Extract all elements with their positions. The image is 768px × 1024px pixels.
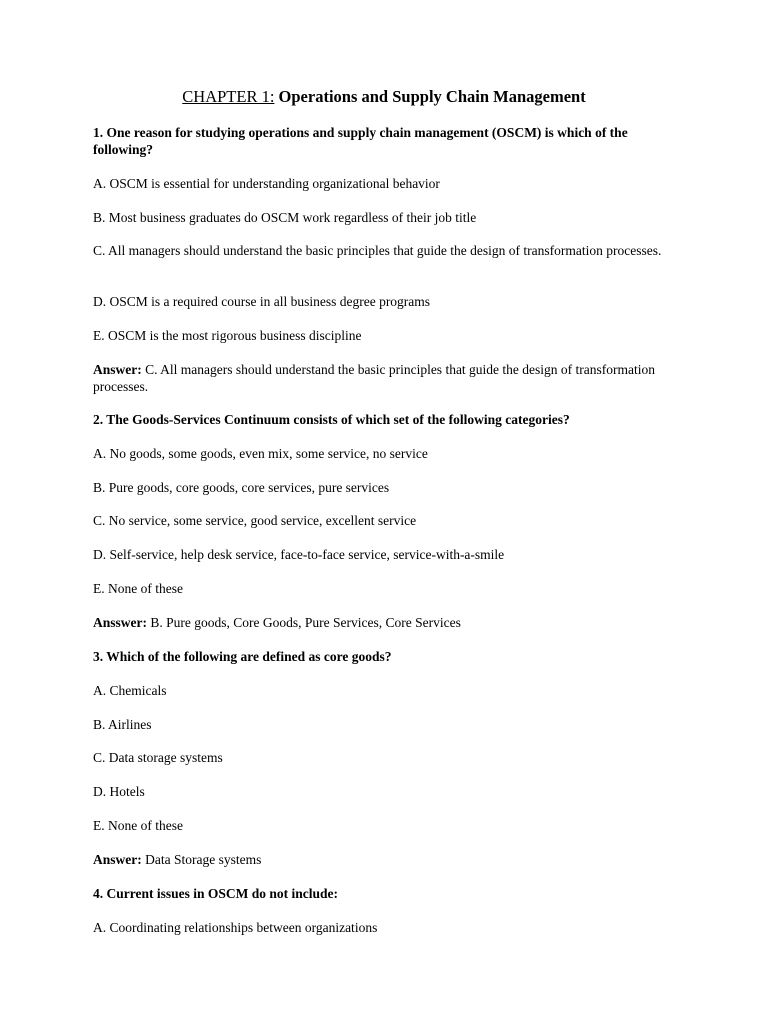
q1-option-c: C. All managers should understand the basic principles that guide the design of transformation processes.: [93, 243, 662, 258]
q2-option-c: C. No service, some service, good service, excellent service: [93, 513, 417, 528]
chapter-label: CHAPTER 1:: [182, 87, 275, 106]
question-3: 3. Which of the following are defined as core goods?: [93, 649, 392, 664]
q3-option-a: A. Chemicals: [93, 683, 167, 698]
q3-option-e: E. None of these: [93, 818, 183, 833]
q2-option-a: A. No goods, some goods, even mix, some service, no service: [93, 446, 428, 461]
q3-option-d: D. Hotels: [93, 784, 145, 799]
answer-label: Answer:: [93, 362, 142, 377]
q3-option-b: B. Airlines: [93, 717, 152, 732]
q1-answer: [93, 361, 683, 395]
question-2: 2. The Goods-Services Continuum consists of which set of the following categories?: [93, 412, 570, 427]
q3-answer: [93, 851, 683, 868]
q1-option-a: A. OSCM is essential for understanding organizational behavior: [93, 176, 440, 191]
q2-option-b: B. Pure goods, core goods, core services, pure services: [93, 480, 390, 495]
q2-answer: [93, 614, 683, 631]
q2-option-d: D. Self-service, help desk service, face-to-face service, service-with-a-smile: [93, 547, 505, 562]
question-4: 4. Current issues in OSCM do not include:: [93, 886, 339, 901]
answer-text: Data Storage systems: [145, 852, 262, 867]
answer-text: C. All managers should understand the basic principles that guide the design of transformation processes.: [93, 362, 656, 394]
chapter-subject: Operations and Supply Chain Management: [278, 87, 586, 106]
q4-option-a: A. Coordinating relationships between organizations: [93, 920, 378, 935]
answer-label: Ansswer:: [93, 615, 147, 630]
q1-option-e: E. OSCM is the most rigorous business discipline: [93, 328, 362, 343]
question-1: 1. One reason for studying operations and supply chain management (OSCM) is which of the following?: [93, 125, 628, 157]
page-title: [0, 87, 768, 107]
q3-option-c: C. Data storage systems: [93, 750, 223, 765]
answer-text: B. Pure goods, Core Goods, Pure Services, Core Services: [150, 615, 461, 630]
q2-option-e: E. None of these: [93, 581, 183, 596]
answer-label: Answer:: [93, 852, 142, 867]
q1-option-b: B. Most business graduates do OSCM work regardless of their job title: [93, 210, 477, 225]
q1-option-d: D. OSCM is a required course in all business degree programs: [93, 294, 431, 309]
